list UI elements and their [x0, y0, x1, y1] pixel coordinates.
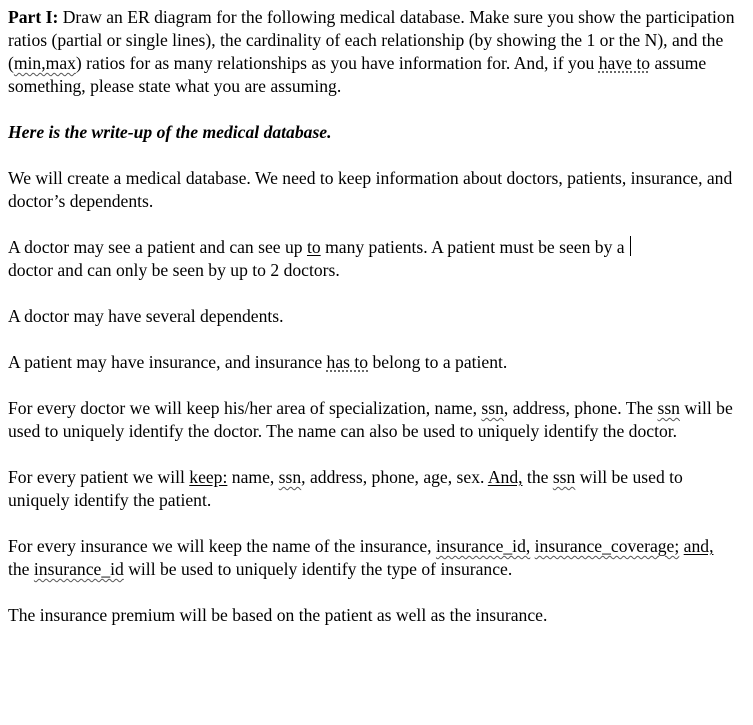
text-run: the: [522, 467, 553, 487]
document-body: [8, 6, 738, 627]
text-run: For every doctor we will keep his/her area of specialization, name,: [8, 398, 482, 418]
text-run: For every patient we will: [8, 467, 190, 487]
spellcheck-word: insurance_id: [33, 559, 124, 579]
text-run: , address, phone, age, sex.: [301, 467, 488, 487]
section-heading: Here is the write-up of the medical database.: [8, 122, 332, 142]
spellcheck-word: ssn: [481, 398, 504, 418]
paragraph-insurance-attributes: [8, 535, 738, 581]
underlined-word: to: [306, 237, 321, 257]
grammar-flagged-phrase: have to: [598, 53, 651, 73]
text-run: belong to a patient.: [368, 352, 508, 372]
text-run: For every insurance we will keep the name of the insurance,: [8, 536, 436, 556]
paragraph-doctor-attributes: [8, 397, 738, 443]
paragraph-part-one: [8, 6, 738, 98]
paragraph-premium: The insurance premium will be based on the patient as well as the insurance.: [8, 605, 548, 625]
text-cursor: [630, 236, 631, 256]
text-run: will be used to uniquely identify the patient.: [8, 467, 683, 510]
paragraph-patient-attributes: [8, 466, 738, 512]
paragraph-intro: We will create a medical database. We need to keep information about doctors, patients, insurance, and doctor’s dependents.: [8, 168, 733, 211]
text-run: name,: [227, 467, 279, 487]
text-run: ) ratios for as many relationships as you have information for. And, if you: [75, 53, 599, 73]
text-run: will be used to uniquely identify the doctor. The name can also be used to uniquely identify the doctor.: [8, 398, 733, 441]
text-run: A patient may have insurance, and insurance: [8, 352, 327, 372]
spellcheck-word: insurance_id,: [435, 536, 531, 556]
text-run: doctor and can only be seen by up to 2 doctors.: [8, 260, 340, 280]
text-run: the: [8, 559, 34, 579]
underlined-word: keep:: [189, 467, 228, 487]
text-run: will be used to uniquely identify the type of insurance.: [123, 559, 513, 579]
paragraph-doctor-patient: [8, 236, 738, 282]
paragraph-insurance: [8, 351, 738, 374]
text-run: assume something, please state what you are assuming.: [8, 53, 707, 96]
spellcheck-word: ssn: [552, 467, 576, 487]
paragraph-dependents: A doctor may have several dependents.: [8, 306, 284, 326]
grammar-flagged-phrase: has to: [326, 352, 369, 372]
underlined-word: And,: [487, 467, 523, 487]
spellcheck-word: min,max: [13, 53, 76, 73]
part-label: Part I:: [8, 7, 59, 27]
spellcheck-word: ssn: [657, 398, 680, 418]
text-run: A doctor may see a patient and can see up: [8, 237, 307, 257]
text-run: Draw an ER diagram for the following medical database. Make sure you show the participation ratios (partial or single lines), the cardinality of each relationship (by showing the 1 or the N), and the (: [8, 7, 735, 73]
text-run: many patients. A patient must be seen by a: [320, 237, 625, 257]
spellcheck-word: ssn: [278, 467, 302, 487]
underlined-word: and,: [683, 536, 714, 556]
text-run: , address, phone. The: [503, 398, 658, 418]
spellcheck-word: insurance_coverage;: [534, 536, 680, 556]
